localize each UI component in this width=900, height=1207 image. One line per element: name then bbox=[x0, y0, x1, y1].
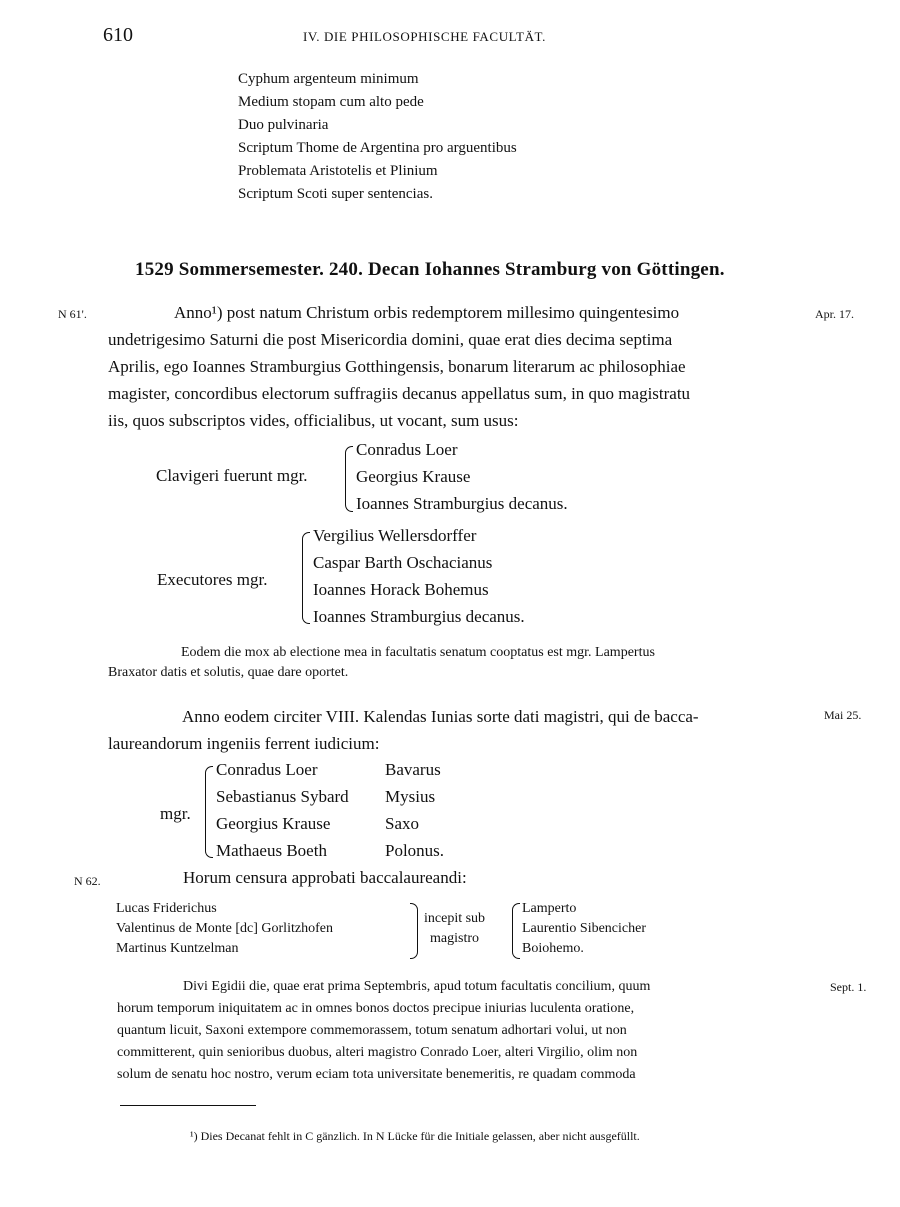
incipit-line: incepit sub bbox=[424, 911, 486, 926]
examiner-origin: Bavarus bbox=[385, 760, 441, 779]
magister-name: Lamperto bbox=[522, 901, 577, 916]
inventory-item: Cyphum argenteum minimum bbox=[238, 71, 419, 87]
running-title: IV. DIE PHILOSOPHISCHE FACULTÄT. bbox=[303, 29, 546, 44]
inventory-item: Duo pulvinaria bbox=[238, 117, 329, 133]
candidates-list bbox=[116, 899, 333, 959]
executor-name: Vergilius Wellersdorffer bbox=[313, 526, 477, 545]
magistri-list bbox=[522, 899, 646, 959]
margin-date-sept1: Sept. 1. bbox=[830, 980, 867, 994]
margin-date-mai25: Mai 25. bbox=[824, 708, 862, 722]
executor-name: Ioannes Horack Bohemus bbox=[313, 580, 489, 599]
examiner-origin: Polonus. bbox=[385, 841, 445, 860]
footnote: ¹) Dies Decanat fehlt in C gänzlich. In N Lücke für die Initiale gelassen, aber nicht ausgefüllt. bbox=[190, 1129, 640, 1143]
candidate-name: Martinus Kuntzelman bbox=[116, 941, 239, 956]
clavigeri-names bbox=[356, 436, 568, 517]
page-number: 610 bbox=[103, 24, 133, 46]
inventory-item: Medium stopam cum alto pede bbox=[238, 94, 424, 110]
margin-note-n61: N 61'. bbox=[58, 307, 87, 321]
examiner-origins bbox=[385, 756, 444, 864]
section-heading: 1529 Sommersemester. 240. Decan Iohannes Stramburg von Göttingen. bbox=[135, 259, 725, 280]
left-brace bbox=[345, 446, 353, 512]
paragraph-line: solum de senatu hoc nostro, verum eciam tota universitate benemeritis, re quadam commoda bbox=[117, 1067, 636, 1082]
executores-label: Executores mgr. bbox=[157, 570, 268, 589]
paragraph-line: quantum licuit, Saxoni extempore commemorassem, totum senatum adhortari volui, ut non bbox=[117, 1023, 627, 1038]
examiner-origin: Saxo bbox=[385, 814, 419, 833]
paragraph-line: Anno¹) post natum Christum orbis redemptorem millesimo quingentesimo bbox=[174, 303, 680, 322]
examiner-name: Conradus Loer bbox=[216, 760, 318, 779]
inventory-item: Scriptum Scoti super sentencias. bbox=[238, 186, 433, 202]
incepit-sub-magistro bbox=[424, 909, 485, 949]
candidate-name: Lucas Friderichus bbox=[116, 901, 217, 916]
paragraph-line: Braxator datis et solutis, quae dare oportet. bbox=[108, 665, 349, 680]
divi-egidii-paragraph bbox=[117, 976, 650, 1086]
paragraph-line: laureandorum ingeniis ferrent iudicium: bbox=[108, 734, 380, 753]
election-paragraph bbox=[108, 299, 690, 434]
examiners-paragraph bbox=[108, 703, 699, 757]
paragraph-line: undetrigesimo Saturni die post Misericordia domini, quae erat dies decima septima bbox=[108, 330, 673, 349]
candidate-name: Valentinus de Monte [dc] Gorlitzhofen bbox=[116, 921, 333, 936]
paragraph-line: horum temporum iniquitatem ac in omnes bonos doctos precipue iniurias luculenta oratione, bbox=[117, 1001, 635, 1016]
paragraph-line: magister, concordibus electorum suffragiis decanus appellatus sum, in quo magistratu bbox=[108, 384, 691, 403]
examiner-names bbox=[216, 756, 349, 864]
left-brace bbox=[205, 766, 213, 858]
clavigeri-label: Clavigeri fuerunt mgr. bbox=[156, 466, 308, 485]
executor-name: Ioannes Stramburgius decanus. bbox=[313, 607, 525, 626]
inventory-item: Problemata Aristotelis et Plinium bbox=[238, 163, 438, 179]
margin-date-apr17: Apr. 17. bbox=[815, 307, 854, 321]
inventory-list bbox=[238, 68, 517, 206]
clavigeri-name: Georgius Krause bbox=[356, 467, 471, 486]
paragraph-line: Aprilis, ego Ioannes Stramburgius Gotthingensis, bonarum literarum ac philosophiae bbox=[108, 357, 686, 376]
incipit-line: magistro bbox=[430, 931, 480, 946]
approved-heading: Horum censura approbati baccalaureandi: bbox=[183, 868, 467, 887]
paragraph-line: committerent, quin senioribus duobus, alteri magistro Conrado Loer, alteri Virgilio, olim non bbox=[117, 1045, 638, 1060]
footnote-divider bbox=[120, 1105, 256, 1106]
executor-name: Caspar Barth Oschacianus bbox=[313, 553, 493, 572]
examiner-name: Georgius Krause bbox=[216, 814, 331, 833]
clavigeri-name: Conradus Loer bbox=[356, 440, 458, 459]
magister-name: Boiohemo. bbox=[522, 941, 584, 956]
paragraph-line: Anno eodem circiter VIII. Kalendas Iunias sorte dati magistri, qui de bacca- bbox=[182, 707, 699, 726]
right-brace bbox=[410, 903, 418, 959]
margin-note-n62: N 62. bbox=[74, 874, 101, 888]
left-brace bbox=[512, 903, 520, 959]
examiner-origin: Mysius bbox=[385, 787, 436, 806]
examiner-name: Mathaeus Boeth bbox=[216, 841, 327, 860]
inventory-item: Scriptum Thome de Argentina pro arguentibus bbox=[238, 140, 517, 156]
paragraph-line: Divi Egidii die, quae erat prima Septembris, apud totum facultatis concilium, quum bbox=[183, 979, 651, 994]
paragraph-line: Eodem die mox ab electione mea in facultatis senatum cooptatus est mgr. Lampertus bbox=[181, 645, 655, 660]
executores-names bbox=[313, 522, 525, 630]
examiner-name: Sebastianus Sybard bbox=[216, 787, 349, 806]
paragraph-line: iis, quos subscriptos vides, officialibus, ut vocant, sum usus: bbox=[108, 411, 519, 430]
clavigeri-name: Ioannes Stramburgius decanus. bbox=[356, 494, 568, 513]
eodem-paragraph bbox=[108, 643, 655, 683]
magister-name: Laurentio Sibencicher bbox=[522, 921, 647, 936]
left-brace bbox=[302, 532, 310, 624]
examiners-label: mgr. bbox=[160, 804, 191, 823]
